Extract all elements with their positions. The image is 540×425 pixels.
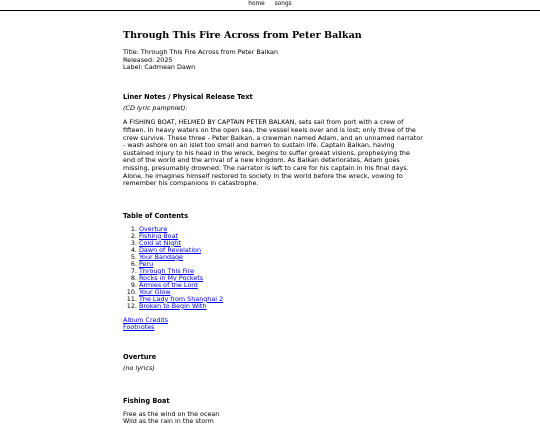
toc-heading: Table of Contents [123,211,188,220]
toc-link-your-bandage[interactable]: Your Bandage [139,252,183,261]
footnotes-link[interactable]: Footnotes [123,322,155,331]
lyric-line: Wild as the rain in the storm [123,417,214,425]
toc-link-overture[interactable]: Overture [139,224,168,233]
song-section-overture [123,353,423,373]
song-section-fishing-boat [123,397,423,425]
toc-link-peru[interactable]: Peru [139,259,154,268]
toc-item [139,226,423,233]
toc-link-rocks-in-my-pockets[interactable]: Rocks in My Pockets [139,273,204,282]
toc-item [139,282,423,289]
meta-title: Title: Through This Fire Across from Peter Balkan [123,48,278,56]
toc-link-fishing-boat[interactable]: Fishing Boat [139,231,178,240]
nav-link-home[interactable]: home [248,1,265,8]
liner-notes-section [123,93,423,188]
toc-extra-links [123,317,423,331]
toc-list [123,226,423,310]
nav-link-songs[interactable]: songs [274,1,292,8]
meta-label: Label: Cadmean Dawn [123,63,196,72]
toc-link-lady-from-shanghai-2[interactable]: The Lady from Shanghai 2 [139,294,224,303]
song-note: (no lyrics) [123,363,155,372]
lyric-line: Free as the wind on the ocean [123,410,220,419]
toc-link-your-glow[interactable]: Your Glow [139,287,171,296]
toc-link-broken-to-begin-with[interactable]: Broken to Begin With [139,301,207,310]
toc-item [139,254,423,261]
toc-item [139,303,423,310]
toc-link-dawn-of-revelation[interactable]: Dawn of Revelation [139,245,202,254]
song-title: Fishing Boat [123,397,170,406]
song-lyrics [123,411,423,425]
top-nav [0,0,540,11]
toc-section [123,212,423,331]
meta-released: Released: 2025 [123,55,173,64]
toc-link-through-this-fire[interactable]: Through This Fire [139,266,195,275]
album-meta [123,49,423,72]
album-credits-link[interactable]: Album Credits [123,315,169,324]
liner-notes-text: A FISHING BOAT, HELMED BY CAPTAIN PETER BALKAN, sets sail from port with a crew of fifteen. In heavy waters on the open sea, the vessel keels over and is lost; only three of the crew survive. These three - Peter Balkan, a crewman named Adam, and an unnamed narrator - wash ashore on an islet too small and barren to sustain life. Captain Balkan, having sustained injury to his head in the wreck, begins to suffer greeat visions, prophesying the end of the world and the arrival of a new kingdom. As Balkan deteriorates, Adam goes missing, presumably drowned. The narrator is left to care for his captain in his final days. Alone, he imagines himself restored to society in the world before the wreck, vowing to remember his companions in catastrophe. [123,118,423,188]
song-title: Overture [123,352,157,361]
liner-notes-heading: Liner Notes / Physical Release Text [123,92,253,101]
main-content [123,30,423,425]
toc-link-armies-of-the-lord[interactable]: Armies of the Lord [139,280,198,289]
page-title: Through This Fire Across from Peter Balkan [123,30,362,41]
liner-notes-subtitle: (CD lyric pamphlet): [123,103,188,112]
toc-link-cold-at-night[interactable]: Cold at Night [139,238,181,247]
toc-item [139,233,423,240]
